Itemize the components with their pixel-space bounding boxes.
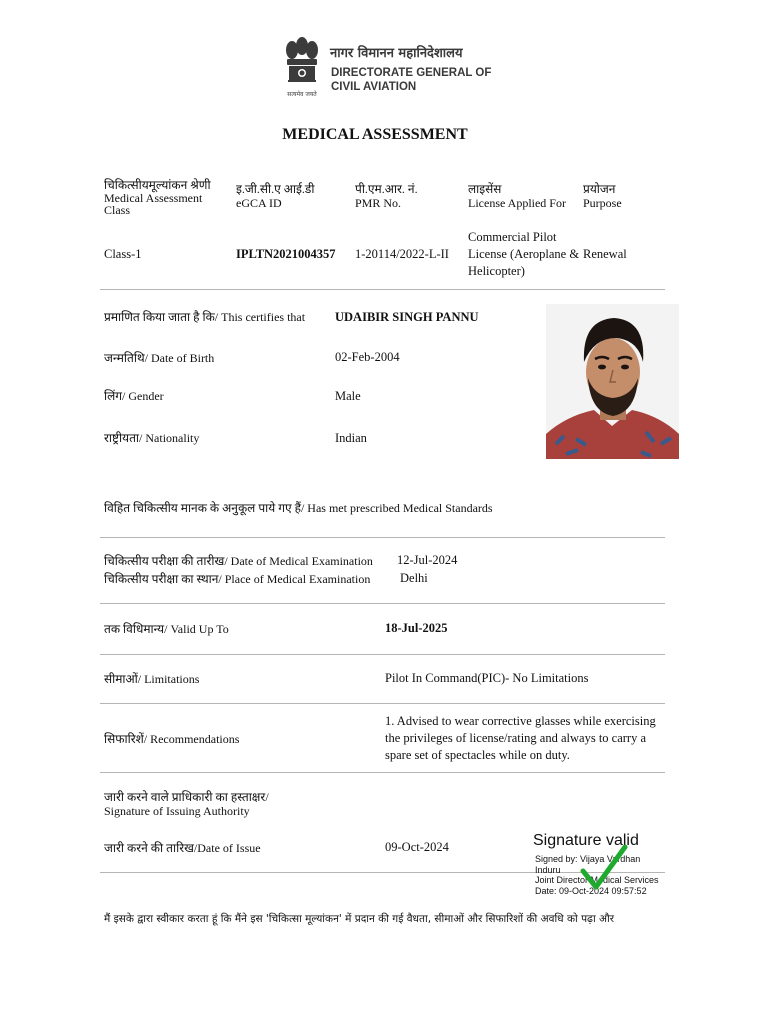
gender-label: लिंग/ Gender xyxy=(104,389,164,403)
divider xyxy=(100,537,665,538)
person-portrait-icon xyxy=(546,304,679,459)
signature-label: जारी करने वाले प्राधिकारी का हस्ताक्षर/ Signature of Issuing Authority xyxy=(104,790,269,818)
gender-value: Male xyxy=(335,389,361,403)
declaration-text: मैं इसके द्वारा स्वीकार करता हूं कि मैंने इस 'चिकित्सा मूल्यांकन' में प्रदान की गई वैधता, सीमाओं और सिफारिशों की अवधि को पढ़ा और xyxy=(104,913,615,925)
divider xyxy=(100,603,665,604)
col-header-egca: इ.जी.सी.ए आई.डी eGCA ID xyxy=(236,182,315,210)
nationality-label: राष्ट्रीयता/ Nationality xyxy=(104,431,200,445)
org-name-hindi: नागर विमानन महानिदेशालय xyxy=(330,46,463,61)
certifies-label: प्रमाणित किया जाता है कि/ This certifies that xyxy=(104,310,306,324)
exam-date-value: 12-Jul-2024 xyxy=(397,553,458,567)
dob-value: 02-Feb-2004 xyxy=(335,350,400,364)
exam-place-label: चिकित्सीय परीक्षा का स्थान/ Place of Medical Examination xyxy=(104,572,371,586)
org-name-line1: DIRECTORATE GENERAL OF xyxy=(331,67,492,79)
exam-place-value: Delhi xyxy=(400,571,428,585)
recommendations-label: सिफारिशें/ Recommendations xyxy=(104,732,240,746)
signature-checkmark-icon xyxy=(580,843,628,893)
col-header-class: चिकित्सीयमूल्यांकन श्रेणी Medical Assessment Class xyxy=(104,178,211,217)
pmr-no-value: 1-20114/2022-L-II xyxy=(355,247,449,261)
standards-statement: विहित चिकित्सीय मानक के अनुकूल पाये गए हैं/ Has met prescribed Medical Standards xyxy=(104,501,493,515)
document-title: MEDICAL ASSESSMENT xyxy=(282,126,468,143)
signature-date: Date: 09-Oct-2024 09:57:52 xyxy=(535,885,647,896)
divider xyxy=(100,654,665,655)
recommendations-value: 1. Advised to wear corrective glasses while exercising the privileges of license/rating and always to carry a spare set of spectacles while on duty. xyxy=(385,714,656,762)
signature-status: Signature valid xyxy=(533,832,639,849)
issue-date-label: जारी करने की तारिख/Date of Issue xyxy=(104,841,261,855)
valid-up-to-value: 18-Jul-2025 xyxy=(385,621,448,635)
col-header-purpose: प्रयोजन Purpose xyxy=(583,182,622,210)
class-value: Class-1 xyxy=(104,247,142,261)
exam-date-label: चिकित्सीय परीक्षा की तारीख/ Date of Medical Examination xyxy=(104,554,373,568)
holder-name: UDAIBIR SINGH PANNU xyxy=(335,310,479,324)
signature-designation: Joint Director Medical Services xyxy=(535,875,659,885)
limitations-label: सीमाओं/ Limitations xyxy=(104,672,200,686)
valid-up-to-label: तक विधिमान्य/ Valid Up To xyxy=(104,622,229,636)
limitations-value: Pilot In Command(PIC)- No Limitations xyxy=(385,671,589,685)
nationality-value: Indian xyxy=(335,431,367,445)
signature-signed-by: Signed by: Vijaya Vardhan Induru xyxy=(535,854,641,875)
emblem-motto: सत्यमेव जयते xyxy=(287,91,317,98)
dob-label: जन्मतिथि/ Date of Birth xyxy=(104,351,215,365)
col-header-license: लाइसेंस License Applied For xyxy=(468,182,566,210)
issue-date-value: 09-Oct-2024 xyxy=(385,840,449,854)
divider xyxy=(100,772,665,773)
col-header-pmr: पी.एम.आर. नं. PMR No. xyxy=(355,182,418,210)
egca-id-value: IPLTN2021004357 xyxy=(236,247,336,261)
divider xyxy=(100,703,665,704)
dgca-emblem xyxy=(282,32,322,102)
divider xyxy=(100,289,665,290)
org-name-line2: CIVIL AVIATION xyxy=(331,81,417,93)
purpose-value: Renewal xyxy=(583,247,627,261)
holder-photo xyxy=(546,304,679,459)
license-value: Commercial Pilot License (Aeroplane & Helicopter) xyxy=(468,230,580,278)
